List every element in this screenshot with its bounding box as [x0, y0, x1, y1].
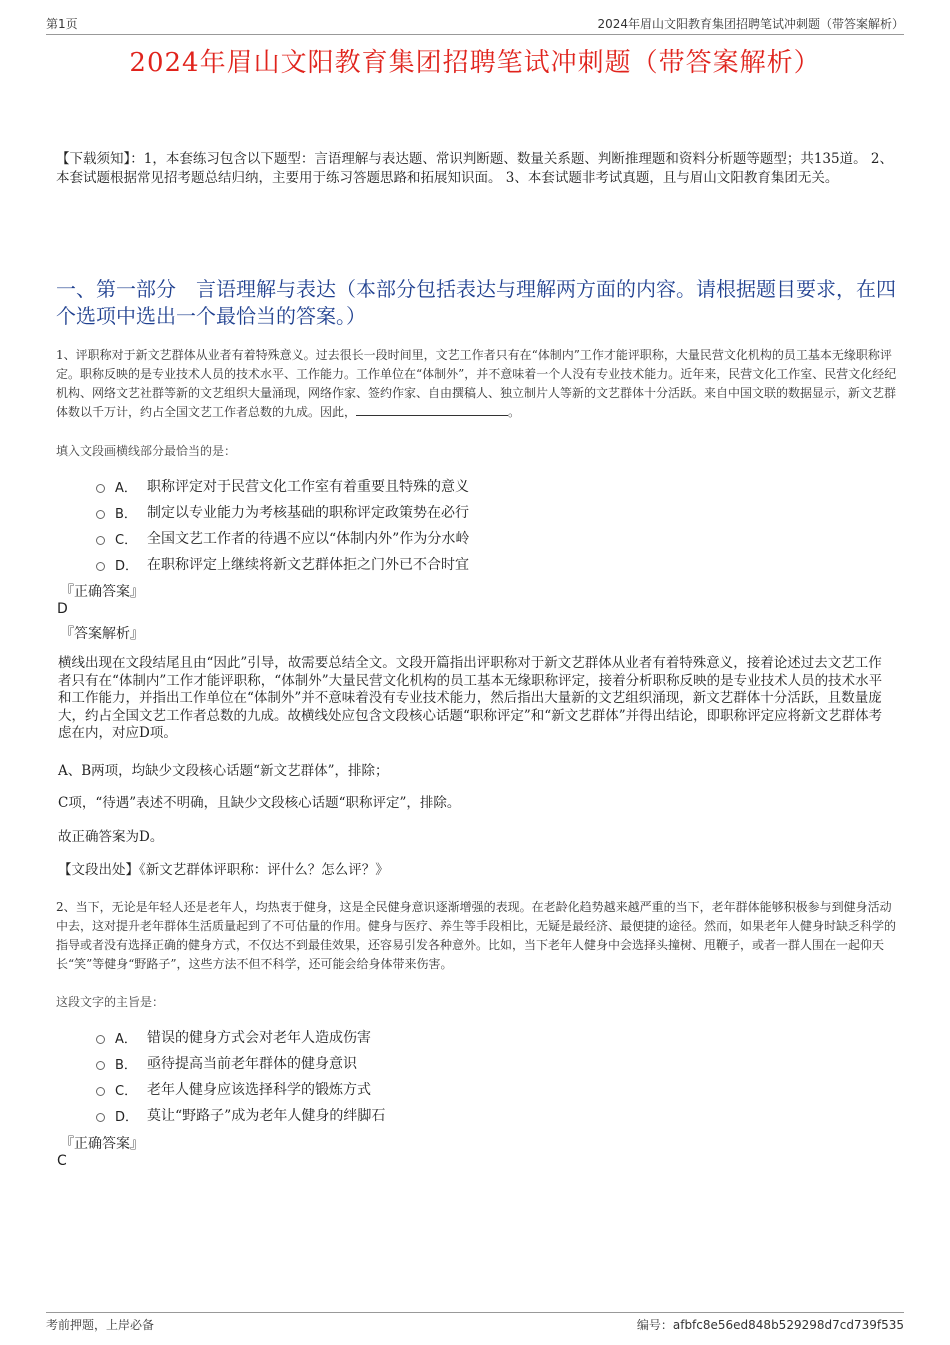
page-header: [46, 12, 904, 35]
footer-slogan: 考前押题，上岸必备: [46, 1317, 155, 1332]
option-text: 制定以专业能力为考核基础的职称评定政策势在必行: [147, 505, 469, 521]
page-footer: [46, 1312, 904, 1335]
option-a[interactable]: [96, 1024, 876, 1050]
option-b[interactable]: [96, 499, 876, 525]
analysis-paragraph: C项，“待遇”表述不明确，且缺少文段核心话题“职称评定”，排除。: [58, 795, 461, 811]
correct-answer: D: [57, 601, 68, 617]
download-notice: 【下载须知】：1，本套练习包含以下题型：言语理解与表达题、常识判断题、数量关系题、判断推理题和资料分析题等题型；共135道。 2、本套试题根据常见招考题总结归纳，主要用于练习答题思路和拓展知识面。 3、本套试题非考试真题，且与眉山文阳教育集团无关。: [56, 151, 893, 186]
option-letter: C．: [115, 1083, 138, 1099]
analysis-label: 『答案解析』: [60, 626, 144, 642]
radio-icon[interactable]: [96, 484, 105, 493]
option-letter: D．: [115, 1109, 139, 1125]
radio-icon[interactable]: [96, 536, 105, 545]
option-text: 职称评定对于民营文化工作室有着重要且特殊的意义: [147, 479, 469, 495]
option-letter: A．: [115, 480, 137, 496]
option-letter: B．: [115, 506, 137, 522]
question-2-prompt: 这段文字的主旨是：: [56, 995, 165, 1009]
option-text: 亟待提高当前老年群体的健身意识: [147, 1056, 357, 1072]
option-letter: A．: [115, 1031, 137, 1047]
page-number: 第1页: [46, 17, 78, 31]
correct-answer-label: 『正确答案』: [60, 1136, 144, 1152]
code-label: 编号：: [636, 1317, 673, 1332]
option-letter: D．: [115, 558, 139, 574]
section-title: 一、第一部分 言语理解与表达（本部分包括表达与理解两方面的内容。请根据题目要求，在四个选项中选出一个最恰当的答案。）: [56, 277, 896, 328]
option-text: 全国文艺工作者的待遇不应以“体制内外”作为分水岭: [147, 531, 470, 547]
document-code: [637, 1316, 904, 1333]
option-b[interactable]: [96, 1050, 876, 1076]
correct-answer: C: [57, 1153, 67, 1169]
analysis-paragraph: A、B两项，均缺少文段核心话题“新文艺群体”，排除；: [58, 763, 389, 779]
option-text: 在职称评定上继续将新文艺群体拒之门外已不合时宜: [147, 557, 469, 573]
question-1-options: [96, 473, 876, 577]
option-letter: C．: [115, 532, 138, 548]
document-title: 2024年眉山文阳教育集团招聘笔试冲刺题（带答案解析）: [129, 48, 821, 78]
option-c[interactable]: [96, 525, 876, 551]
radio-icon[interactable]: [96, 1061, 105, 1070]
analysis-paragraph: 故正确答案为D。: [58, 829, 164, 845]
option-a[interactable]: [96, 473, 876, 499]
question-1-prompt: 填入文段画横线部分最恰当的是：: [56, 444, 237, 458]
option-c[interactable]: [96, 1076, 876, 1102]
option-d[interactable]: [96, 1102, 876, 1128]
question-1-body: 1、评职称对于新文艺群体从业者有着特殊意义。过去很长一段时间里，文艺工作者只有在“体制内”工作才能评职称，大量民营文化机构的员工基本无缘职称评定。职称反映的是专业技术人员的技术水平、工作能力。工作单位在“体制外”，并不意味着一个人没有专业技术能力。近年来，民营文化工作室、民营文化经纪机构、网络文艺社群等新的文艺组织大量涌现，网络作家、签约作家、自由撰稿人、独立制片人等新的文艺群体十分活跃。来自中国文联的数据显示，新文艺群体数以千万计，约占全国文艺工作者总数的九成。因此，: [56, 348, 897, 419]
question-2-options: [96, 1024, 876, 1128]
question-1-end: 。: [508, 405, 521, 419]
correct-answer-label: 『正确答案』: [60, 584, 144, 600]
option-d[interactable]: [96, 551, 876, 577]
option-text: 错误的健身方式会对老年人造成伤害: [147, 1030, 371, 1046]
option-letter: B．: [115, 1057, 137, 1073]
option-text: 莫让“野路子”成为老年人健身的绊脚石: [147, 1108, 386, 1124]
option-text: 老年人健身应该选择科学的锻炼方式: [147, 1082, 371, 1098]
answer-blank: [356, 403, 508, 416]
radio-icon[interactable]: [96, 1113, 105, 1122]
radio-icon[interactable]: [96, 1087, 105, 1096]
analysis-paragraph: 横线出现在文段结尾且由“因此”引导，故需要总结全文。文段开篇指出评职称对于新文艺群体从业者有着特殊意义，接着论述过去文艺工作者只有在“体制内”工作才能评职称，“体制外”大量民营文化机构的员工基本无缘职称评定，接着分析职称反映的是专业技术人员的技术水平和工作能力，并指出工作单位在“体制外”并不意味着没有专业技术能力，然后指出大量新的文艺组织涌现，新文艺群体十分活跃，且数量庞大，约占全国文艺工作者总数的九成。故横线处应包含文段核心话题“职称评定”和“新文艺群体”并得出结论，即职称评定应将新文艺群体考虑在内，对应D项。: [58, 655, 883, 741]
question-1-text: [56, 346, 898, 422]
radio-icon[interactable]: [96, 562, 105, 571]
passage-source: 【文段出处】《新文艺群体评职称：评什么？怎么评？》: [58, 862, 389, 878]
header-title: 2024年眉山文阳教育集团招聘笔试冲刺题（带答案解析）: [597, 17, 904, 31]
question-2-text: 2、当下，无论是年轻人还是老年人，均热衷于健身，这是全民健身意识逐渐增强的表现。在老龄化趋势越来越严重的当下，老年群体能够积极参与到健身活动中去，这对提升老年群体生活质量起到了不可估量的作用。健身与医疗、养生等手段相比，无疑是最经济、最便捷的途径。然而，如果老年人健身时缺乏科学的指导或者没有选择正确的健身方式，不仅达不到最佳效果，还容易引发各种意外。比如，当下老年人健身中会选择头撞树、甩鞭子，或者一群人围在一起仰天长“笑”等健身“野路子”，这些方法不但不科学，还可能会给身体带来伤害。: [56, 900, 897, 971]
code-value: afbfc8e56ed848b529298d7cd739f535: [672, 1317, 904, 1332]
radio-icon[interactable]: [96, 1035, 105, 1044]
radio-icon[interactable]: [96, 510, 105, 519]
